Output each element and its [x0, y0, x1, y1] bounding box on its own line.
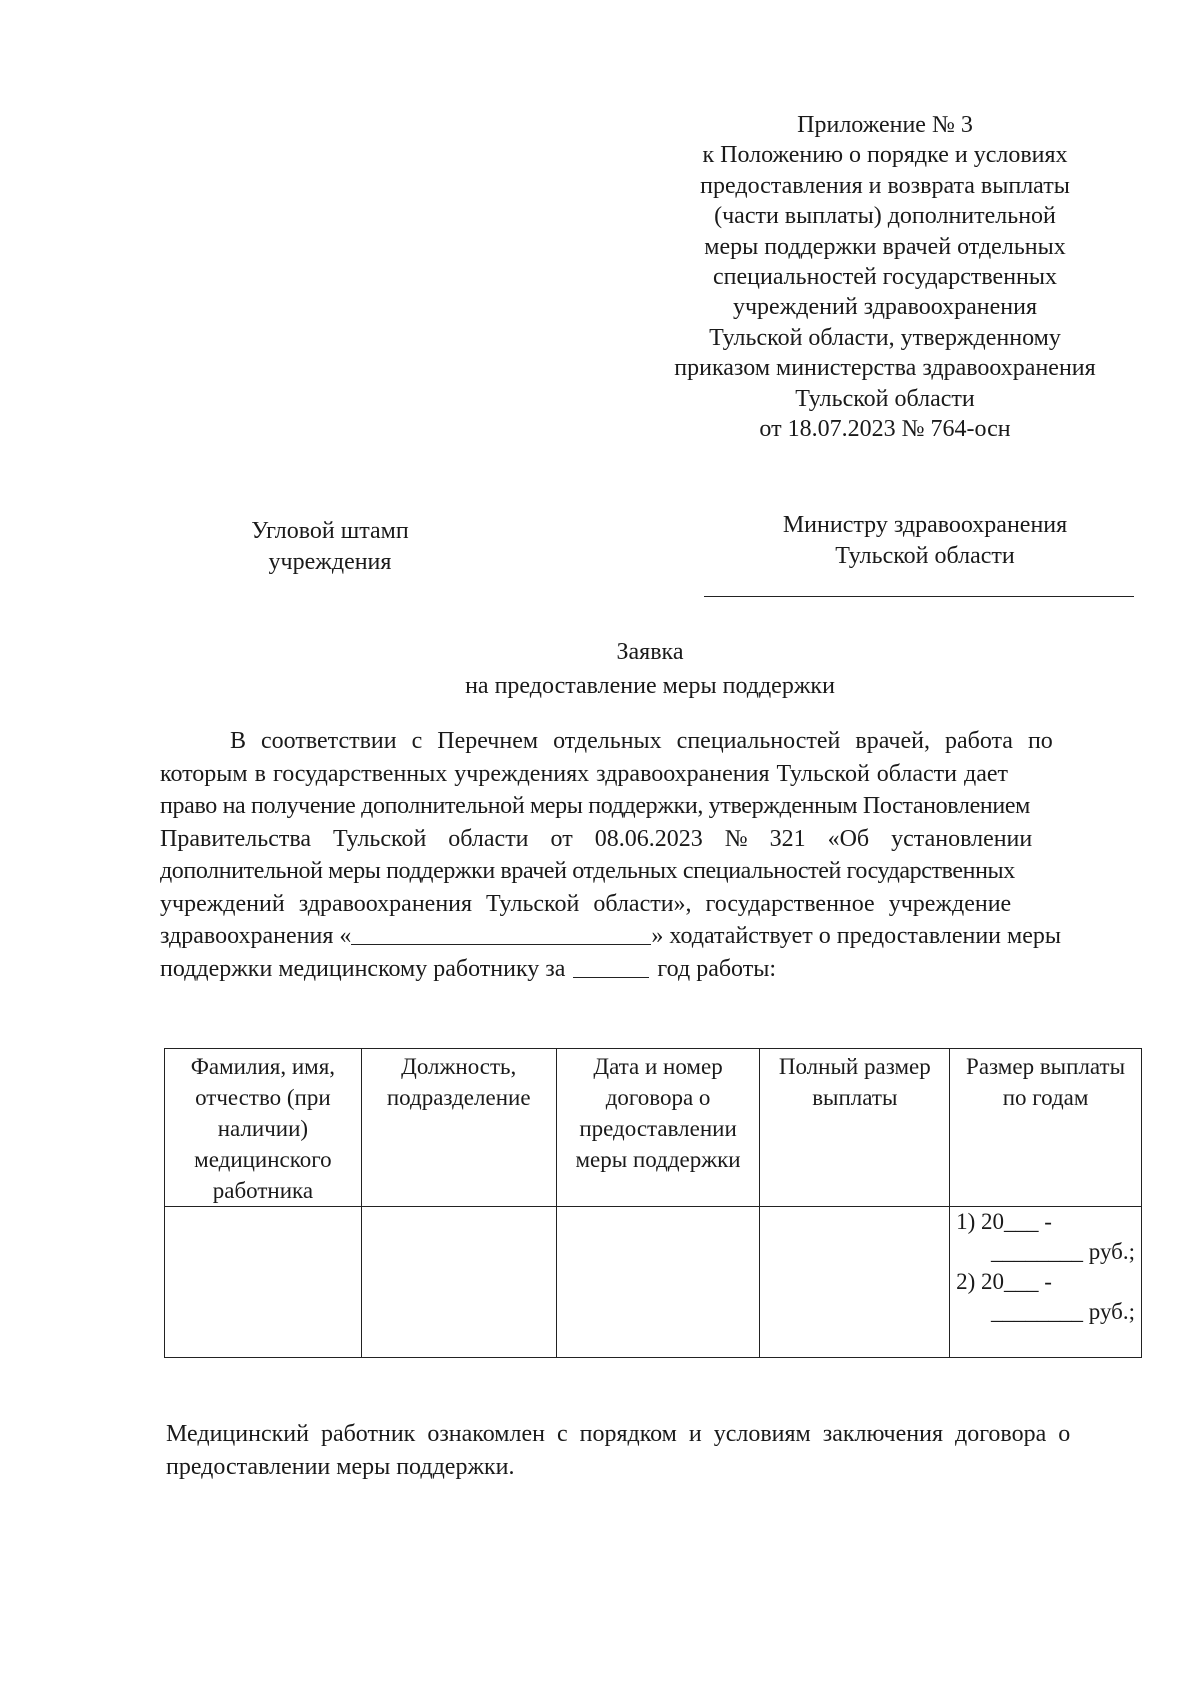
appendix-line: специальностей государственных [712, 264, 1058, 291]
document-title: Заявка [616, 639, 684, 665]
paragraph-text: поддержки медицинскому работнику за [160, 955, 566, 982]
statement-text: Медицинский работник ознакомлен с порядком и условиям заключения договора о [166, 1421, 1071, 1447]
column-header-full-amount: Полный размер выплаты [760, 1049, 950, 1207]
appendix-block [640, 110, 1130, 444]
document-heading [300, 635, 1000, 703]
statement-line [166, 1418, 1142, 1451]
appendix-line: Приложение № 3 [797, 112, 973, 138]
paragraph-text: Правительства Тульской области от 08.06.2023 № 321 «Об установлении [160, 825, 1033, 852]
institution-name-field[interactable] [351, 920, 651, 945]
appendix-line: приказом министерства здравоохранения [674, 355, 1096, 382]
paragraph-line [160, 855, 1140, 888]
paragraph-line [160, 823, 1140, 856]
paragraph-text: которым в государственных учреждениях здравоохранения Тульской области дает [160, 760, 1009, 787]
payment-sum-2: ________ руб.; [991, 1299, 1135, 1324]
appendix-line: учреждений здравоохранения [732, 294, 1038, 321]
paragraph-text: год работы: [657, 955, 777, 982]
paragraph-text: дополнительной меры поддержки врачей отдельных специальностей государственных [160, 858, 1015, 884]
paragraph-text: здравоохранения « [160, 923, 352, 949]
paragraph-line [160, 953, 1140, 986]
stamp-line: учреждения [268, 549, 392, 575]
statement-text: предоставлении меры поддержки. [166, 1454, 515, 1480]
appendix-line: предоставления и возврата выплаты [700, 172, 1070, 199]
column-header-yearly-amount: Размер выплаты по годам [950, 1049, 1142, 1207]
statement-line [166, 1451, 1142, 1484]
table-cell-yearly-amount[interactable] [950, 1207, 1142, 1358]
paragraph-line [160, 790, 1140, 823]
table-cell-full-amount[interactable] [760, 1207, 950, 1358]
paragraph-line [160, 920, 1140, 953]
appendix-line: (части выплаты) дополнительной [714, 203, 1056, 230]
payment-year-1: 1) 20___ - [956, 1209, 1052, 1234]
column-header-contract: Дата и номер договора о предоставлении меры поддержки [556, 1049, 760, 1207]
addressee-block [740, 510, 1110, 572]
paragraph-text: » ходатайствует о предоставлении меры [651, 923, 1061, 949]
paragraph-text: право на получение дополнительной меры поддержки, утвержденным Постановлением [160, 793, 1031, 819]
acknowledgement-statement [166, 1418, 1142, 1484]
support-table [164, 1048, 1142, 1358]
appendix-line: к Положению о порядке и условиях [702, 142, 1068, 169]
paragraph-text: учреждений здравоохранения Тульской области», государственное учреждение [160, 890, 1012, 917]
table-header-row [165, 1049, 1142, 1207]
column-header-name: Фамилия, имя, отчество (при наличии) медицинского работника [165, 1049, 362, 1207]
stamp-line: Угловой штамп [251, 518, 409, 544]
body-paragraph [160, 725, 1140, 985]
paragraph-line [160, 888, 1140, 921]
paragraph-line [160, 758, 1140, 791]
corner-stamp [200, 516, 460, 578]
appendix-line: Тульской области [795, 385, 975, 412]
document-subtitle: на предоставление меры поддержки [465, 673, 835, 699]
work-year-field[interactable] [573, 953, 649, 978]
table-cell-contract[interactable] [556, 1207, 760, 1358]
addressee-name-field[interactable] [704, 596, 1134, 597]
payment-year-2: 2) 20___ - [956, 1269, 1052, 1294]
paragraph-text: В соответствии с Перечнем отдельных специальностей врачей, работа по [230, 728, 1053, 754]
appendix-line: от 18.07.2023 № 764-осн [759, 416, 1011, 443]
addressee-line-2: Тульской области [835, 543, 1015, 569]
appendix-line: меры поддержки врачей отдельных [704, 233, 1066, 260]
table-row [165, 1207, 1142, 1358]
column-header-position: Должность, подразделение [361, 1049, 556, 1207]
appendix-line: Тульской области, утвержденному [709, 324, 1061, 351]
payment-sum-1: ________ руб.; [991, 1239, 1135, 1264]
paragraph-line [160, 725, 1140, 758]
addressee-line-1: Министру здравоохранения [782, 512, 1068, 538]
table-cell-name[interactable] [165, 1207, 362, 1358]
table-cell-position[interactable] [361, 1207, 556, 1358]
